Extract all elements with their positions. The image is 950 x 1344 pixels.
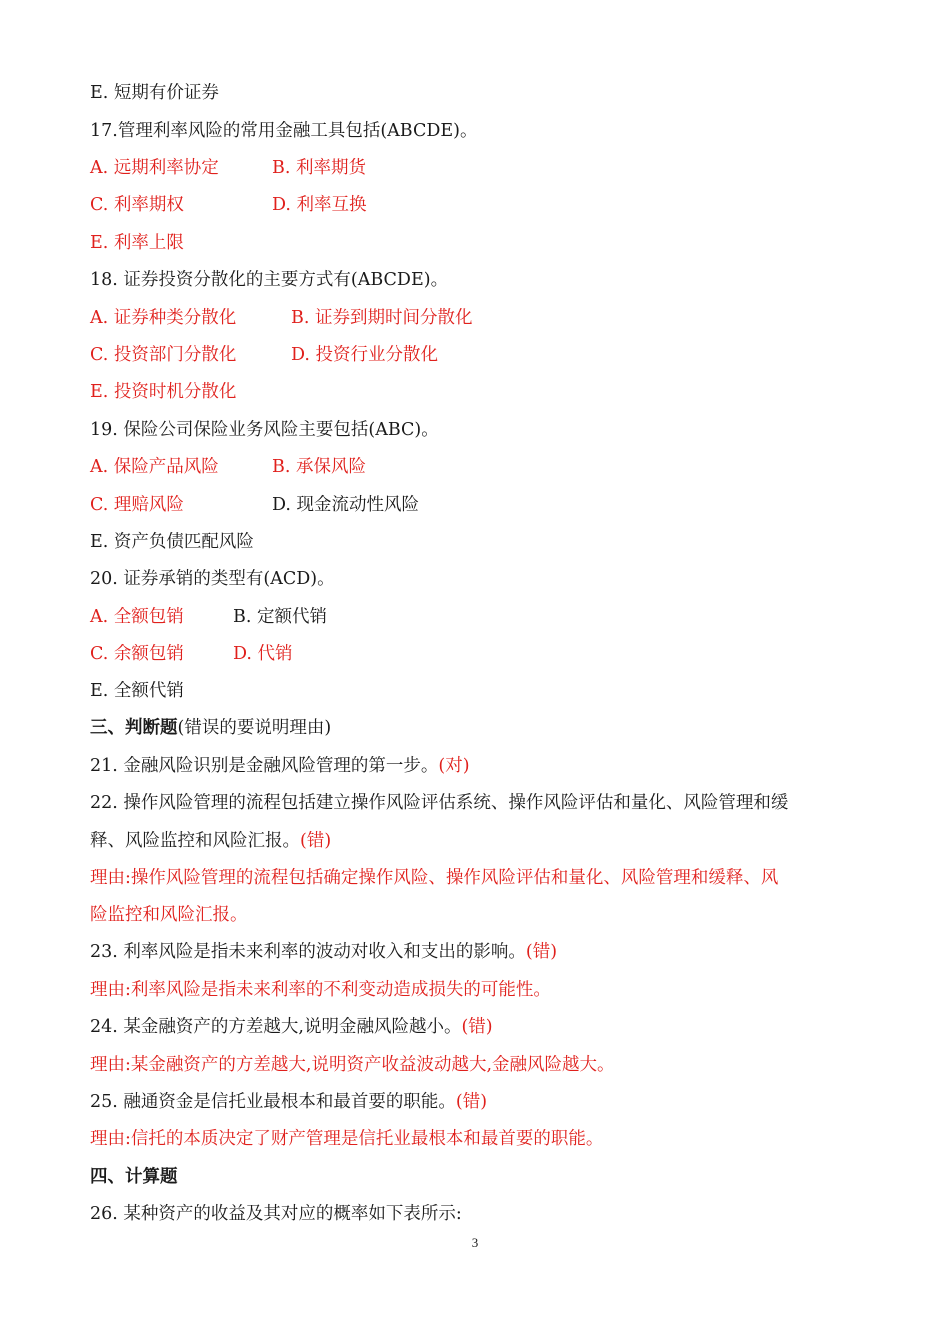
- option-line: [90, 493, 420, 517]
- answer: (错): [525, 942, 558, 962]
- answer: (错): [461, 1017, 493, 1037]
- option-d: D. 代销: [233, 644, 293, 664]
- section-title: 四、计算题: [90, 1167, 178, 1187]
- option-line: E. 短期有价证券: [90, 83, 219, 103]
- question-19: 19. 保险公司保险业务风险主要包括(ABC)。: [90, 420, 439, 440]
- option-b: B. 证券到期时间分散化: [291, 308, 473, 328]
- question-22-line2: 释、风险监控和风险汇报。(错): [90, 831, 332, 851]
- option-b: B. 利率期货: [272, 158, 366, 178]
- option-d: D. 投资行业分散化: [291, 345, 439, 365]
- option-b: B. 定额代销: [233, 607, 327, 627]
- option-line: [90, 343, 439, 367]
- reason-24: 理由:某金融资产的方差越大,说明资产收益波动越大,金融风险越大。: [90, 1055, 615, 1075]
- option-a: A. 全额包销: [90, 607, 184, 627]
- reason-23: 理由:利率风险是指未来利率的不利变动造成损失的可能性。: [90, 980, 551, 1000]
- option-e: E. 全额代销: [90, 681, 184, 701]
- question-22-line1: 22. 操作风险管理的流程包括建立操作风险评估系统、操作风险评估和量化、风险管理和缓: [90, 793, 789, 813]
- option-line: [90, 193, 367, 217]
- question-25: 25. 融通资金是信托业最根本和最首要的职能。(错): [90, 1092, 488, 1112]
- option-a: A. 远期利率协定: [90, 158, 219, 178]
- option-line: [90, 605, 327, 629]
- question-17: 17.管理利率风险的常用金融工具包括(ABCDE)。: [90, 121, 478, 141]
- answer: (错): [300, 831, 332, 851]
- question-26: 26. 某种资产的收益及其对应的概率如下表所示:: [90, 1204, 462, 1224]
- option-e: E. 投资时机分散化: [90, 382, 237, 402]
- answer: (对): [438, 756, 470, 776]
- reason-22-line1: 理由:操作风险管理的流程包括确定操作风险、操作风险评估和量化、风险管理和缓释、风: [90, 868, 779, 888]
- option-line: [90, 642, 293, 666]
- reason-22-line2: 险监控和风险汇报。: [90, 905, 248, 925]
- section-title: 三、判断题: [90, 718, 178, 738]
- option-c: C. 余额包销: [90, 644, 184, 664]
- option-b: B. 承保风险: [272, 457, 366, 477]
- question-24: 24. 某金融资产的方差越大,说明金融风险越小。(错): [90, 1017, 493, 1037]
- option-d: D. 利率互换: [272, 195, 367, 215]
- option-line: [90, 156, 366, 180]
- section-note: (错误的要说明理由): [177, 718, 332, 738]
- answer: (错): [455, 1092, 488, 1112]
- option-c: C. 投资部门分散化: [90, 345, 237, 365]
- option-c: C. 利率期权: [90, 195, 184, 215]
- option-line: [90, 455, 366, 479]
- option-c: C. 理赔风险: [90, 495, 184, 515]
- option-a: A. 证券种类分散化: [90, 308, 237, 328]
- question-23: 23. 利率风险是指未来利率的波动对收入和支出的影响。(错): [90, 942, 558, 962]
- option-d: D. 现金流动性风险: [272, 495, 420, 515]
- reason-25: 理由:信托的本质决定了财产管理是信托业最根本和最首要的职能。: [90, 1129, 604, 1149]
- section-heading: [90, 716, 331, 740]
- option-a: A. 保险产品风险: [90, 457, 219, 477]
- question-21: 21. 金融风险识别是金融风险管理的第一步。(对): [90, 756, 470, 776]
- option-e: E. 资产负债匹配风险: [90, 532, 254, 552]
- question-20: 20. 证券承销的类型有(ACD)。: [90, 569, 335, 589]
- page-number: 3: [471, 1235, 479, 1250]
- question-18: 18. 证券投资分散化的主要方式有(ABCDE)。: [90, 270, 449, 290]
- option-line: [90, 306, 473, 330]
- option-e: E. 利率上限: [90, 233, 184, 253]
